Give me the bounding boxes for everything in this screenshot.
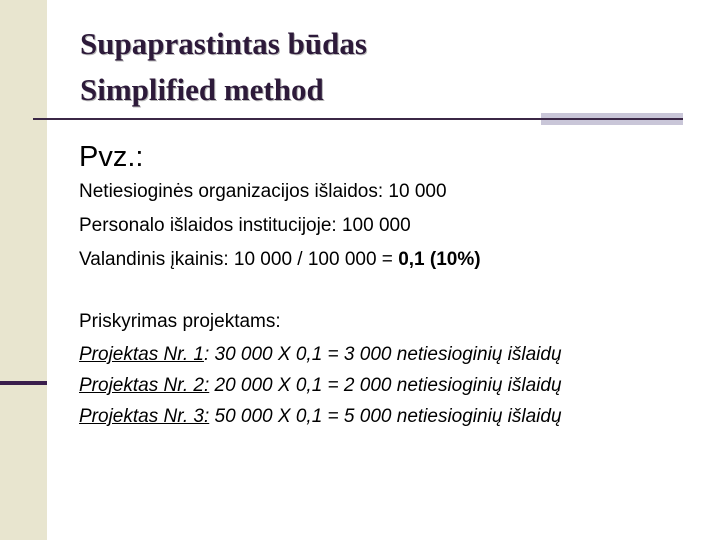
title-rule [33, 118, 683, 120]
example-heading: Pvz.: [79, 141, 144, 173]
indirect-costs-line: Netiesioginės organizacijos išlaidos: 10 000 [79, 181, 447, 202]
project-row [79, 343, 562, 367]
hourly-rate-value: 0,1 (10%) [398, 249, 481, 270]
hourly-rate-formula: Valandinis įkainis: 10 000 / 100 000 = [79, 249, 399, 270]
left-decorative-bar [0, 0, 47, 540]
project-label: Projektas Nr. 3: [79, 406, 210, 427]
project-label: Projektas Nr. 1 [79, 344, 204, 365]
project-row [79, 374, 562, 398]
personnel-costs-line: Personalo išlaidos institucijoje: 100 000 [79, 215, 411, 236]
slide-title-en: Simplified method [80, 72, 324, 107]
project-calc: 50 000 X 0,1 = 5 000 netiesioginių išlaidų [209, 406, 562, 427]
project-calc: : 30 000 X 0,1 = 3 000 netiesioginių išlaidų [203, 344, 562, 365]
allocation-header: Priskyrimas projektams: [79, 311, 281, 332]
project-label: Projektas Nr. 2: [79, 375, 210, 396]
hourly-rate-line [79, 248, 481, 272]
project-row [79, 405, 562, 429]
left-accent-line [0, 381, 47, 385]
slide-title-lt: Supaprastintas būdas [80, 26, 367, 61]
project-calc: 20 000 X 0,1 = 2 000 netiesioginių išlaidų [209, 375, 562, 396]
